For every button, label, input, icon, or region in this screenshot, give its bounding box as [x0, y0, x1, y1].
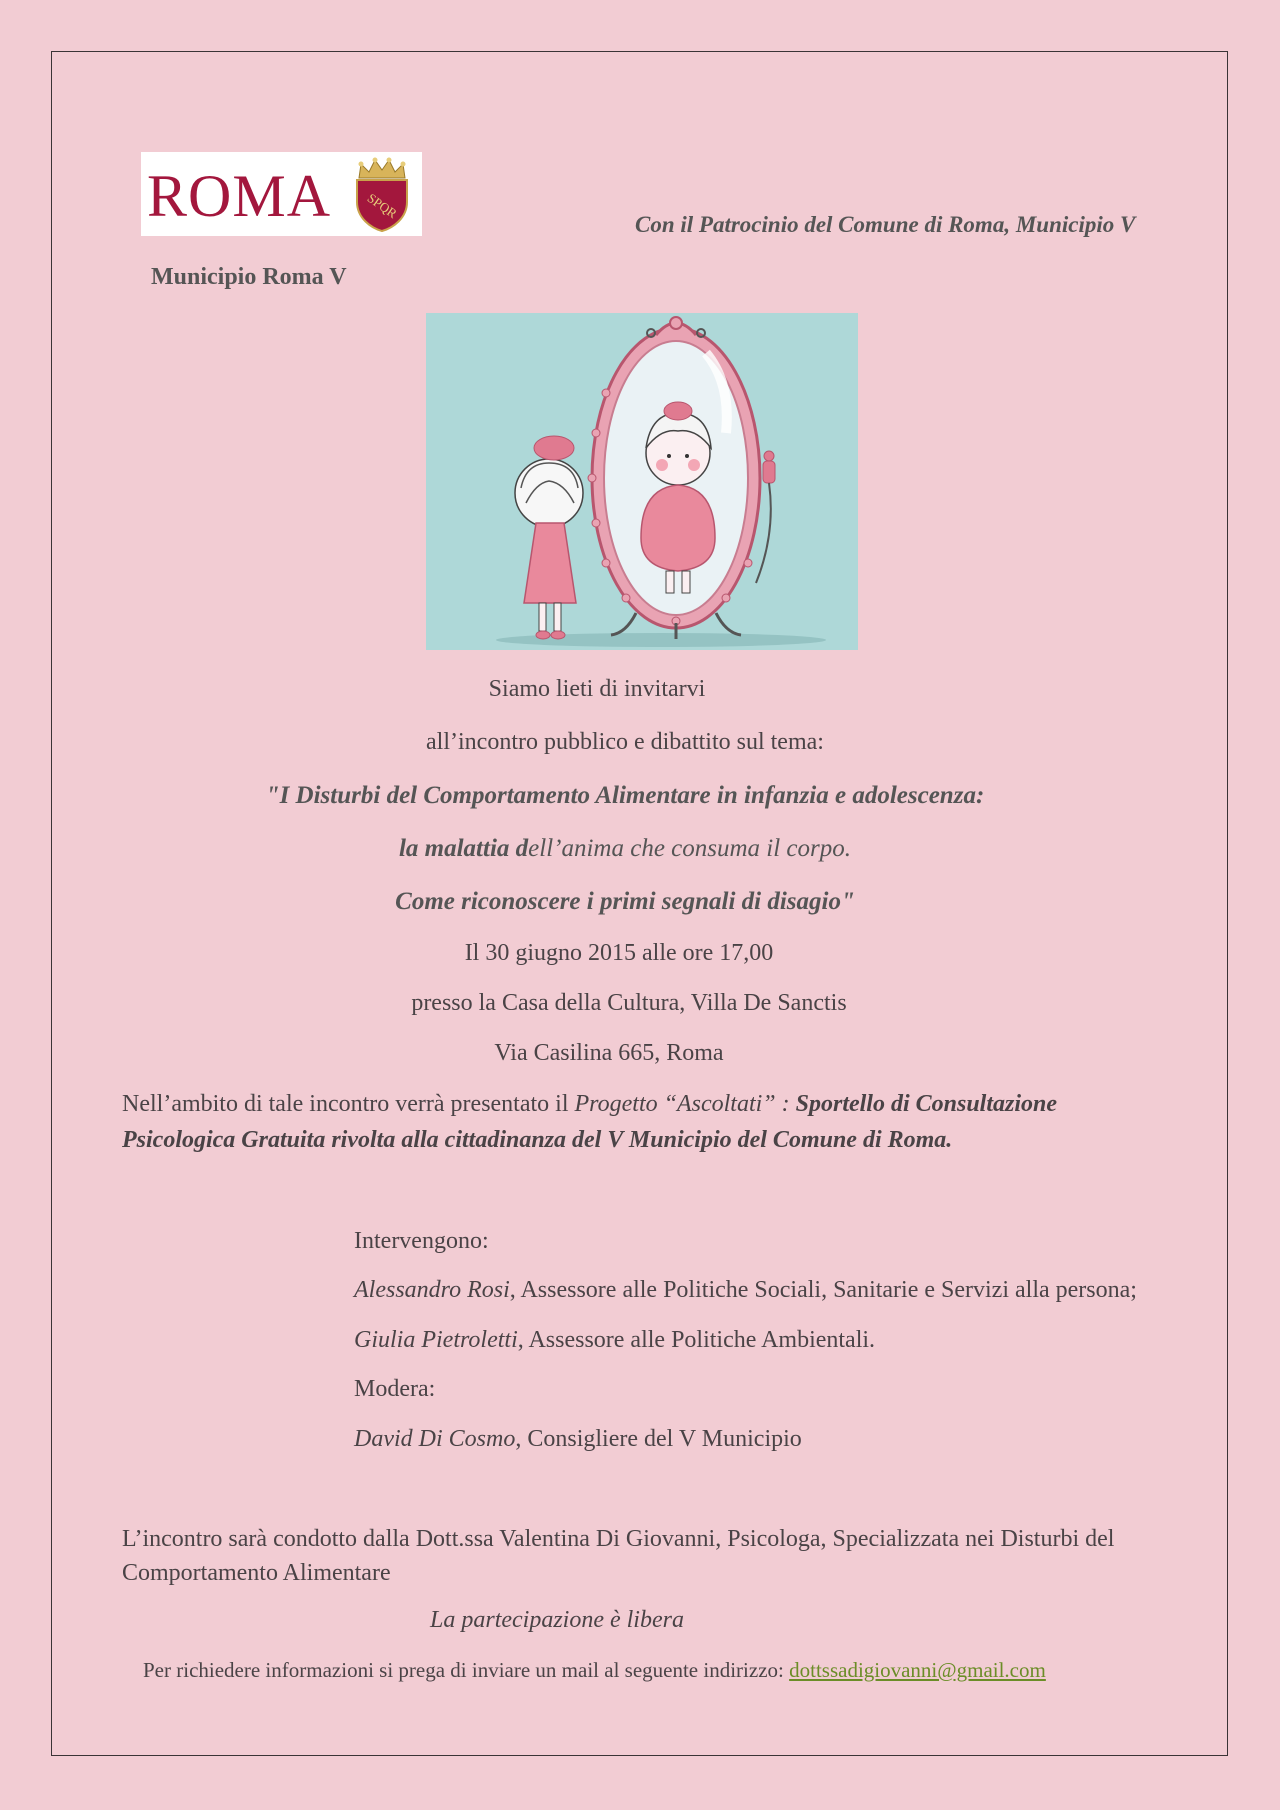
speaker-1 — [354, 1277, 1137, 1304]
mirror-illustration — [426, 313, 858, 650]
event-title-line-2 — [0, 835, 1265, 863]
event-address: Via Casilina 665, Roma — [494, 1040, 724, 1066]
project-paragraph — [122, 1086, 1172, 1158]
municipio-label: Municipio Roma V — [151, 264, 347, 290]
event-title-line-2-rest: ell’anima che consuma il corpo. — [528, 835, 852, 862]
roma-logo — [141, 152, 422, 236]
speaker-2-role: , Assessore alle Politiche Ambientali. — [517, 1327, 876, 1353]
speaker-2 — [354, 1327, 875, 1354]
project-name: Progetto “Ascoltati” : — [574, 1091, 796, 1117]
girl-mirror-illustration-icon — [426, 313, 858, 650]
spqr-shield-icon — [347, 156, 417, 232]
speaker-1-name: Alessandro Rosi — [354, 1277, 510, 1303]
event-date: Il 30 giugno 2015 alle ore 17,00 — [464, 940, 774, 966]
speaker-2-name: Giulia Pietroletti — [354, 1327, 518, 1353]
info-line — [143, 1658, 1046, 1683]
event-title-line-3: Come riconoscere i primi segnali di disagio" — [395, 888, 855, 915]
project-description: Sportello di Consultazione Psicologica Gratuita rivolta alla cittadinanza del V Municipio del Comune di Roma. — [122, 1091, 1058, 1153]
conducted-by-text: L’incontro sarà condotto dalla Dott.ssa Valentina Di Giovanni, Psicologa, Specializzata nei Disturbi del Comportamento Alimentare — [122, 1526, 1115, 1586]
event-place: presso la Casa della Cultura, Villa De Sanctis — [411, 990, 847, 1016]
moderator-name: David Di Cosmo — [354, 1426, 516, 1452]
invite-line-2: all’incontro pubblico e dibattito sul tema: — [426, 729, 824, 755]
event-title-line-2-bold: la malattia d — [398, 835, 529, 862]
email-link[interactable]: dottssadigiovanni@gmail.com — [789, 1658, 1046, 1682]
modera-label: Modera: — [354, 1376, 436, 1402]
roma-logo-text: ROMA — [147, 163, 332, 229]
free-entry-text: La partecipazione è libera — [430, 1607, 684, 1633]
event-title-line-1: "I Disturbi del Comportamento Alimentare in infanzia e adolescenza: — [265, 782, 985, 809]
invite-line-1: Siamo lieti di invitarvi — [488, 676, 706, 702]
info-text: Per richiedere informazioni si prega di inviare un mail al seguente indirizzo: — [143, 1658, 790, 1682]
patrocinio-text: Con il Patrocinio del Comune di Roma, Municipio V — [635, 212, 1136, 237]
speaker-1-role: , Assessore alle Politiche Sociali, Sanitarie e Servizi alla persona; — [509, 1277, 1137, 1303]
intervengono-label: Intervengono: — [354, 1228, 489, 1254]
moderator-role: , Consigliere del V Municipio — [515, 1426, 802, 1452]
project-intro: Nell’ambito di tale incontro verrà presentato il — [122, 1091, 575, 1117]
moderator — [354, 1426, 802, 1453]
logo-shield-text: SPQR — [364, 190, 400, 222]
